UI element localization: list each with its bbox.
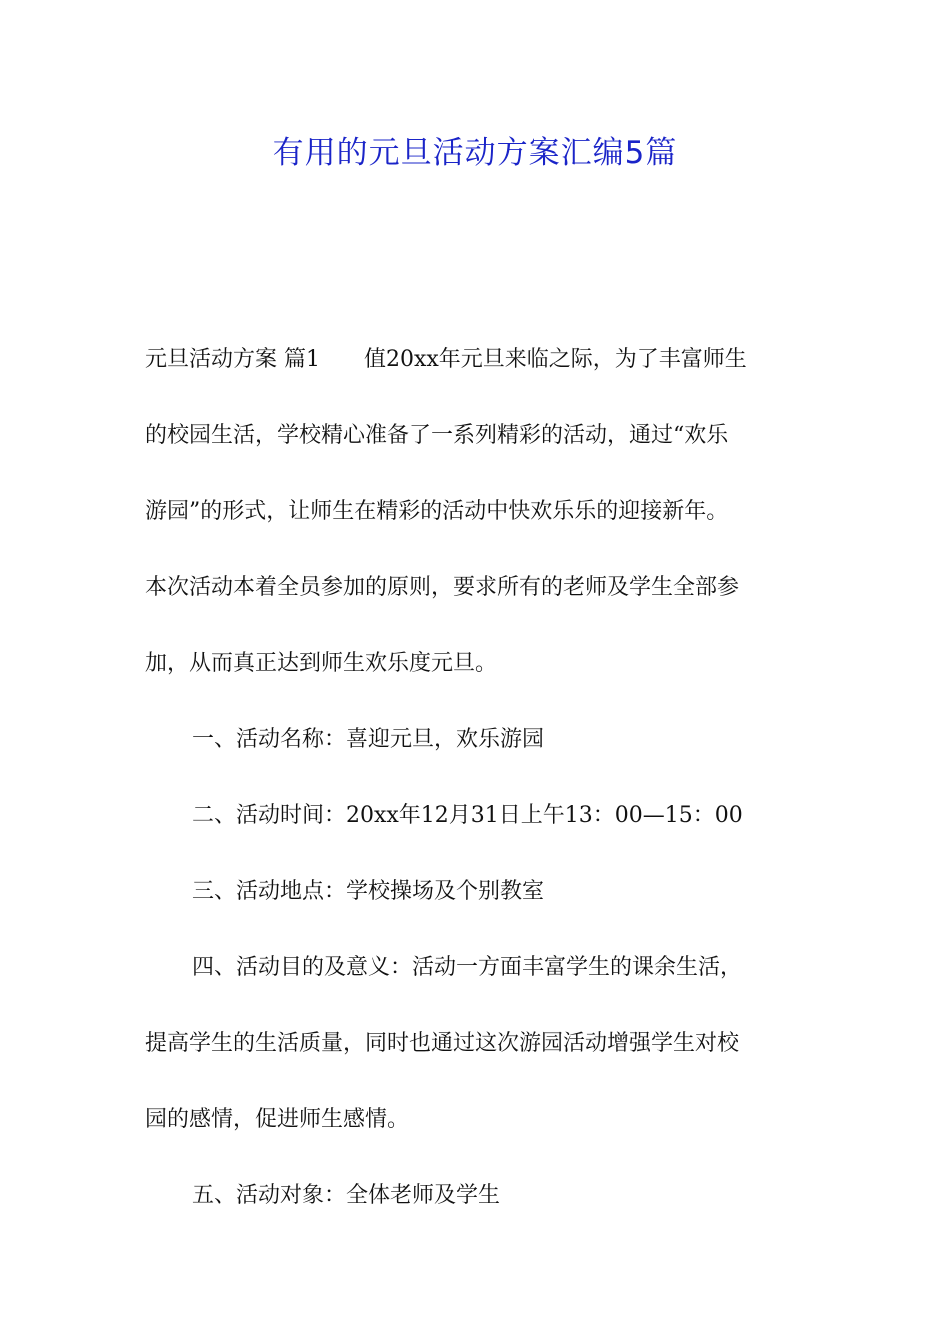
item-activity-target: 五、活动对象：全体老师及学生 (192, 1183, 501, 1208)
section-heading: 元旦活动方案 篇1 (145, 347, 320, 372)
intro-line-3: 游园”的形式，让师生在精彩的活动中快欢乐乐的迎接新年。 (145, 499, 729, 524)
document-body (145, 322, 810, 1234)
item-activity-location: 三、活动地点：学校操场及个别教室 (192, 879, 545, 904)
intro-line-1 (145, 322, 810, 398)
purpose-line-3: 园的感情，促进师生感情。 (145, 1107, 410, 1132)
item-activity-name: 一、活动名称：喜迎元旦，欢乐游园 (192, 727, 545, 752)
purpose-line-1: 四、活动目的及意义：活动一方面丰富学生的课余生活， (192, 955, 743, 980)
document-title: 有用的元旦活动方案汇编5篇 (272, 135, 678, 171)
intro-line-2: 的校园生活，学校精心准备了一系列精彩的活动，通过“欢乐 (145, 423, 729, 448)
intro-line-4: 本次活动本着全员参加的原则，要求所有的老师及学生全部参 (145, 575, 740, 600)
item-activity-time: 二、活动时间：20xx年12月31日上午13：00—15：00 (192, 803, 743, 828)
intro-text-1: 值20xx年元旦来临之际，为了丰富师生 (364, 347, 747, 372)
intro-line-5: 加，从而真正达到师生欢乐度元旦。 (145, 651, 498, 676)
purpose-line-2: 提高学生的生活质量，同时也通过这次游园活动增强学生对校 (145, 1031, 740, 1056)
